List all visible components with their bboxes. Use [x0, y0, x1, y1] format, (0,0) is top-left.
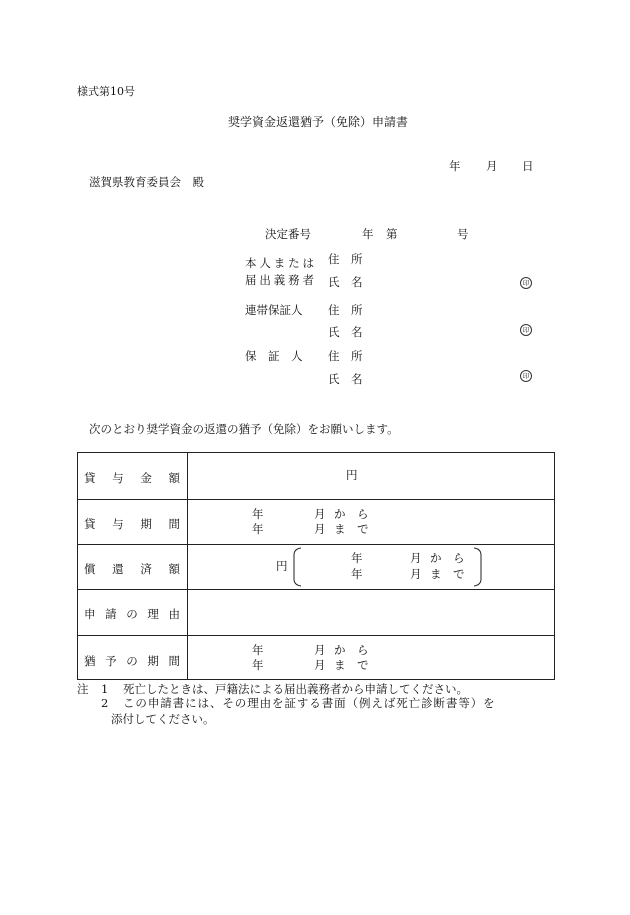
table-row-divider: [78, 635, 554, 636]
table-row-divider: [78, 499, 554, 500]
table-row-divider: [78, 589, 554, 590]
repaid-amount-yen-label: 円: [276, 559, 288, 573]
application-table: [77, 452, 555, 680]
deferral-period-label: 猶 予 の 期 間: [84, 654, 180, 668]
repaid-amount-label: 償 還 済 額: [84, 562, 180, 576]
note-1-text: 死亡したときは、戸籍法による届出義務者から申請してください。: [123, 682, 468, 696]
deferral-period-from-month: 月: [314, 643, 326, 657]
table-row-divider: [78, 544, 554, 545]
decision-go-label: 号: [457, 227, 469, 241]
applicant-label-line2: 届出義務者: [245, 273, 317, 287]
loan-period-until-text: ま で: [334, 522, 369, 536]
date-month-label: 月: [486, 159, 498, 173]
repaid-period-from-year: 年: [351, 551, 363, 565]
loan-period-until-month: 月: [314, 522, 326, 536]
deferral-period-until-text: ま で: [334, 658, 369, 672]
repaid-period-from-month: 月: [410, 551, 422, 565]
applicant-seal-icon: 印: [520, 277, 532, 289]
note-1-number: 1: [101, 682, 109, 696]
guarantor-seal-icon: 印: [520, 370, 532, 382]
joint-guarantor-seal-icon: 印: [520, 324, 532, 336]
loan-amount-label: 貸 与 金 額: [84, 471, 180, 485]
repaid-period-until-month: 月: [410, 567, 422, 581]
left-bracket-icon: [291, 547, 303, 587]
date-year-label: 年: [449, 159, 461, 173]
form-number: 様式第10号: [77, 85, 135, 98]
deferral-period-from-year: 年: [252, 643, 264, 657]
applicant-name-label: 氏 名: [328, 275, 363, 289]
deferral-period-until-month: 月: [314, 658, 326, 672]
addressee: 滋賀県教育委員会 殿: [89, 175, 204, 189]
decision-year-label: 年: [362, 227, 374, 241]
repaid-period-from-text: か ら: [430, 551, 465, 565]
date-day-label: 日: [522, 159, 534, 173]
request-text: 次のとおり奨学資金の返還の猶予（免除）をお願いします。: [89, 422, 399, 436]
table-column-divider: [187, 453, 188, 679]
applicant-address-label: 住 所: [328, 252, 363, 266]
guarantor-label: 保 証 人: [245, 349, 303, 363]
loan-period-until-year: 年: [252, 522, 264, 536]
loan-period-from-month: 月: [314, 507, 326, 521]
loan-period-from-year: 年: [252, 507, 264, 521]
guarantor-address-label: 住 所: [328, 349, 363, 363]
decision-number-label: 決定番号: [265, 227, 311, 241]
decision-dai-label: 第: [386, 227, 398, 241]
note-2-text: この申請書には、その理由を証する書面（例えば死亡診断書等）を: [123, 696, 496, 710]
guarantor-name-label: 氏 名: [328, 372, 363, 386]
note-2-continuation: 添付してください。: [111, 712, 215, 726]
notes-prefix: 注: [77, 682, 89, 696]
joint-guarantor-name-label: 氏 名: [328, 325, 363, 339]
loan-period-from-text: か ら: [334, 507, 369, 521]
joint-guarantor-address-label: 住 所: [328, 303, 363, 317]
repaid-period-until-year: 年: [351, 567, 363, 581]
applicant-label-line1: 本人または: [245, 256, 317, 270]
reason-label: 申 請 の 理 由: [84, 607, 180, 621]
repaid-period-until-text: ま で: [430, 567, 465, 581]
joint-guarantor-label: 連帯保証人: [245, 303, 303, 317]
deferral-period-from-text: か ら: [334, 643, 369, 657]
deferral-period-until-year: 年: [252, 658, 264, 672]
page-title: 奨学資金返還猶予（免除）申請書: [228, 115, 409, 129]
loan-period-label: 貸 与 期 間: [84, 517, 180, 531]
note-2-number: 2: [101, 696, 109, 710]
loan-amount-yen-label: 円: [346, 468, 358, 482]
right-bracket-icon: [472, 547, 484, 587]
